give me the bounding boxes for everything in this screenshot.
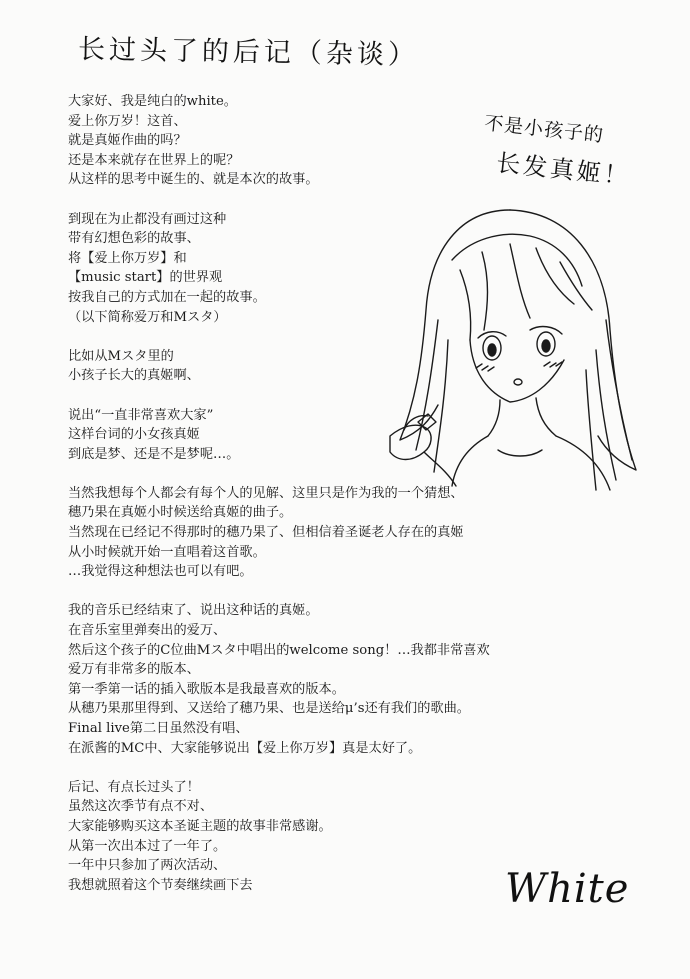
text-line: 大家能够购买这本圣诞主题的故事非常感谢。 xyxy=(68,818,332,834)
text-line: 然后这个孩子的C位曲Mスタ中唱出的welcome song！…我都非常喜欢 xyxy=(68,642,490,658)
note-line: 不是小孩子的 xyxy=(483,112,605,147)
text-line: 从这样的思考中诞生的、就是本次的故事。 xyxy=(68,172,319,188)
text-line: 说出“一直非常喜欢大家” xyxy=(68,407,214,423)
text-line: 虽然这次季节有点不对、 xyxy=(68,799,214,815)
text-line: 爱上你万岁！这首、 xyxy=(68,113,187,129)
text-line: 我想就照着这个节奏继续画下去 xyxy=(68,877,253,893)
text-line: 当然我想每个人都会有每个人的见解、这里只是作为我的一个猜想、 xyxy=(68,485,464,501)
paragraph xyxy=(68,601,668,758)
text-line: 比如从Mスタ里的 xyxy=(68,348,174,364)
text-line: 当然现在已经记不得那时的穗乃果了、但相信着圣诞老人存在的真姬 xyxy=(68,525,464,541)
text-line: 爱万有非常多的版本、 xyxy=(68,662,200,678)
text-line: 【music start】的世界观 xyxy=(68,270,223,286)
text-line: 从小时候就开始一直唱着这首歌。 xyxy=(68,544,266,560)
author-signature: White xyxy=(505,866,630,912)
text-line: Final live第二日虽然没有唱、 xyxy=(68,721,249,736)
text-line: 按我自己的方式加在一起的故事。 xyxy=(68,289,266,305)
text-line: 小孩子长大的真姬啊、 xyxy=(68,368,200,384)
text-line: 从第一次出本过了一年了。 xyxy=(68,838,227,854)
text-line: 在音乐室里弹奏出的爱万、 xyxy=(68,623,227,639)
text-line: （以下简称爱万和Mスタ） xyxy=(68,309,227,325)
text-line: 将【爱上你万岁】和 xyxy=(68,250,187,266)
text-line: 到现在为止都没有画过这种 xyxy=(68,211,227,227)
text-line: 穗乃果在真姬小时候送给真姬的曲子。 xyxy=(68,505,293,521)
text-line: 从穗乃果那里得到、又送给了穗乃果、也是送给μ’s还有我们的歌曲。 xyxy=(68,701,470,717)
text-line: 第一季第一话的插入歌版本是我最喜欢的版本。 xyxy=(68,681,345,697)
note-line: 长发真姬！ xyxy=(494,148,633,191)
text-line: 到底是梦、还是不是梦呢…。 xyxy=(68,446,240,462)
text-line: 后记、有点长过头了！ xyxy=(68,779,200,795)
girl-illustration xyxy=(360,200,660,500)
text-line: 我的音乐已经结束了、说出这种话的真姬。 xyxy=(68,603,319,619)
text-line: 一年中只参加了两次活动、 xyxy=(68,858,227,874)
text-line: …我觉得这种想法也可以有吧。 xyxy=(68,564,253,580)
text-line: 大家好、我是纯白的white。 xyxy=(68,94,237,109)
text-line: 就是真姬作曲的吗？ xyxy=(68,133,187,149)
text-line: 还是本来就存在世界上的呢？ xyxy=(68,152,240,168)
page-title: 长过头了的后记（杂谈） xyxy=(77,34,420,71)
text-line: 在派酱的MC中、大家能够说出【爱上你万岁】真是太好了。 xyxy=(68,740,422,756)
text-line: 带有幻想色彩的故事、 xyxy=(68,231,200,247)
text-line: 这样台词的小女孩真姬 xyxy=(68,427,200,443)
